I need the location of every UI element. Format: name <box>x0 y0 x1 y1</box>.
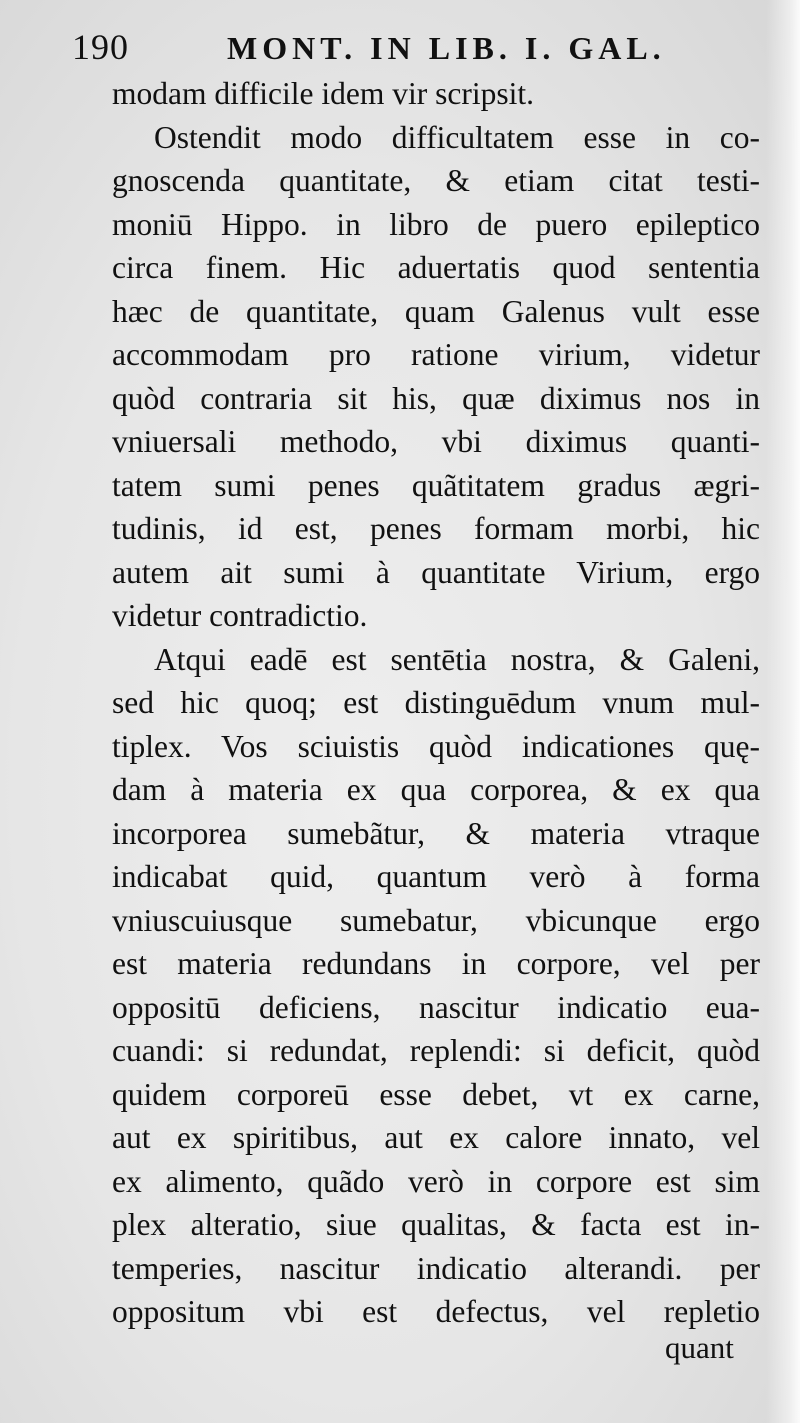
page-header <box>72 14 692 66</box>
text-line: aut ex spiritibus, aut ex calore innato, vel <box>112 1120 760 1155</box>
text-line: oppositum vbi est defectus, vel repletio <box>112 1294 760 1329</box>
page-edge-shading <box>766 0 800 1423</box>
text-line: hæc de quantitate, quam Galenus vult esse <box>112 293 760 329</box>
text-line: vniuscuiusque sumebatur, vbicunque ergo <box>112 902 760 938</box>
text-line: Atqui eadē est sentētia nostra, & Galeni, <box>154 641 760 677</box>
catchword: quant <box>665 1330 734 1365</box>
text-line: indicabat quid, quantum verò à forma <box>112 859 760 894</box>
text-line: est materia redundans in corpore, vel per <box>112 946 760 981</box>
page-number: 190 <box>72 27 129 67</box>
text-line: autem ait sumi à quantitate Virium, ergo <box>112 554 760 590</box>
text-line: Ostendit modo difficultatem esse in co- <box>154 119 760 155</box>
text-line: vniuersali methodo, vbi diximus quanti- <box>112 424 760 459</box>
text-line: tiplex. Vos sciuistis quòd indicationes quę- <box>112 728 760 764</box>
text-line: dam à materia ex qua corporea, & ex qua <box>112 772 760 807</box>
running-head: MONT. IN LIB. I. GAL. <box>227 30 666 66</box>
text-line: plex alteratio, siue qualitas, & facta est in- <box>112 1207 760 1242</box>
text-line: moniū Hippo. in libro de puero epileptico <box>112 206 760 242</box>
text-line: tudinis, id est, penes formam morbi, hic <box>112 511 760 546</box>
text-line: quidem corporeū esse debet, vt ex carne, <box>112 1076 760 1112</box>
text-line: quòd contraria sit his, quæ diximus nos in <box>112 380 760 416</box>
text-line: sed hic quoq; est distinguēdum vnum mul- <box>112 685 760 720</box>
text-line: accommodam pro ratione virium, videtur <box>112 337 760 372</box>
text-line: videtur contradictio. <box>112 598 368 633</box>
text-line: gnoscenda quantitate, & etiam citat testi- <box>112 163 760 198</box>
text-line: cuandi: si redundat, replendi: si deficit, quòd <box>112 1033 760 1068</box>
text-line: ex alimento, quãdo verò in corpore est sim <box>112 1163 760 1199</box>
text-line: incorporea sumebãtur, & materia vtraque <box>112 815 760 851</box>
text-line: temperies, nascitur indicatio alterandi. per <box>112 1250 760 1286</box>
text-line: tatem sumi penes quãtitatem gradus ægri- <box>112 467 760 503</box>
text-line: oppositū deficiens, nascitur indicatio eua- <box>112 989 760 1025</box>
text-line: circa finem. Hic aduertatis quod sententia <box>112 250 760 285</box>
text-line: modam difficile idem vir scripsit. <box>112 76 534 111</box>
body-text <box>112 72 760 1334</box>
